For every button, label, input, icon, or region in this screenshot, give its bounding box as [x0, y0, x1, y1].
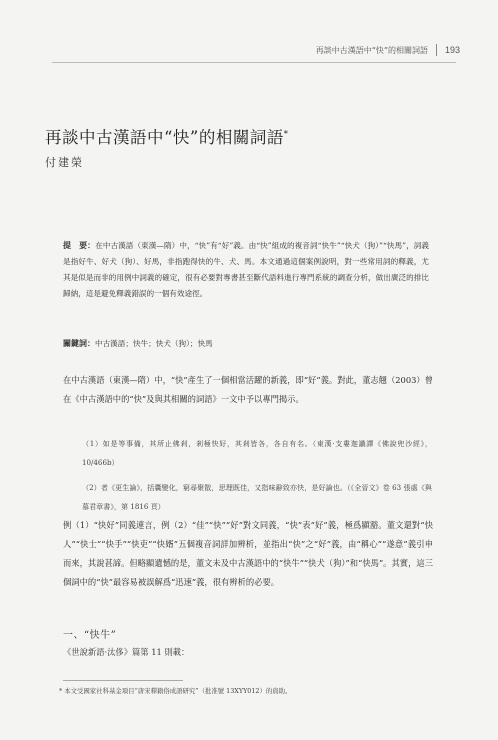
example-quote-2: （2）者《更生論》，括囊變化，窮尋聚散，思理既佳，又指味辭致亦快，是好論也。（《全晉文》卷 63 張處《與慕君章書》，第 1816 頁） — [82, 483, 432, 511]
title-footnote-marker: * — [283, 129, 289, 139]
article-title — [45, 124, 288, 148]
body-paragraph-1: 在中古漢語（東漢—隋）中，“快”產生了一個相當活躍的新義，即“好”義。對此，董志翹（2003）曾在《中古漢語中的“快”及與其相關的詞語》一文中予以專門揭示。 — [63, 375, 433, 404]
example-quote-1: （1）如是等事備，其所止佛剎，剎極快好，其剎皆各，各自有名。（東漢·支婁迦讖譯《佛說兜沙經》，10/466b） — [82, 439, 432, 467]
keywords-label: 關鍵詞： — [63, 339, 95, 348]
page-number: 193 — [444, 45, 460, 55]
footnote: * 本文受國家社科基金項目“唐宋釋籍俗成語研究”（批准號 13XYY012）的資助。 — [59, 687, 292, 695]
keywords — [63, 338, 429, 349]
running-head-divider — [436, 44, 437, 56]
source-line: 《世說新語·汰侈》篇第 11 則載： — [63, 647, 190, 657]
keywords-text: 中古漢語；快牛；快犬（狗）；快馬 — [95, 339, 213, 348]
abstract-text: 在中古漢語（東漢—隋）中，“快”有“好”義。由“快”組成的複音詞“快牛”“快犬（狗）”“快馬”，詞義是指好牛、好犬（狗）、好馬，非指跑得快的牛、犬、馬。本文通過這個案例說明，對一些常用詞的釋義，尤其是似是而非的用例中詞義的確定，很有必要對專書甚至斷代語料進行專門系統的調查分析，做出廣泛的排比歸納，這是避免釋義錯誤的一個有效途徑。 — [63, 241, 429, 298]
running-head — [316, 44, 460, 56]
footnote-rule — [63, 680, 183, 681]
running-head-title: 再談中古漢語中“快”的相關詞語 — [315, 45, 428, 55]
abstract-label: 提 要： — [63, 241, 96, 250]
author-name: 付建榮 — [45, 156, 84, 169]
abstract — [63, 238, 429, 302]
header-rule — [52, 62, 456, 63]
article-title-text: 再談中古漢語中“快”的相關詞語 — [45, 128, 284, 147]
body-paragraph-2: 例（1）“快好”同義連言，例（2）“佳”“快”“好”對文同義，“快”表“好”義，極爲顯豁。董文還對“快人”“快士”“快手”“快吏”“快婿”五個複音詞詳加辨析，並指出“快”之“好”義，由“稱心”“遂意”義引申而來，其說甚諦。但略顯遺憾的是，董文未及中古漢語中的“快牛”“快犬（狗）”和“快馬”。其實，這三個詞中的“快”最容易被誤解爲“迅速”義，很有辨析的必要。 — [63, 520, 433, 587]
section-heading: 一、“快牛” — [63, 630, 117, 641]
